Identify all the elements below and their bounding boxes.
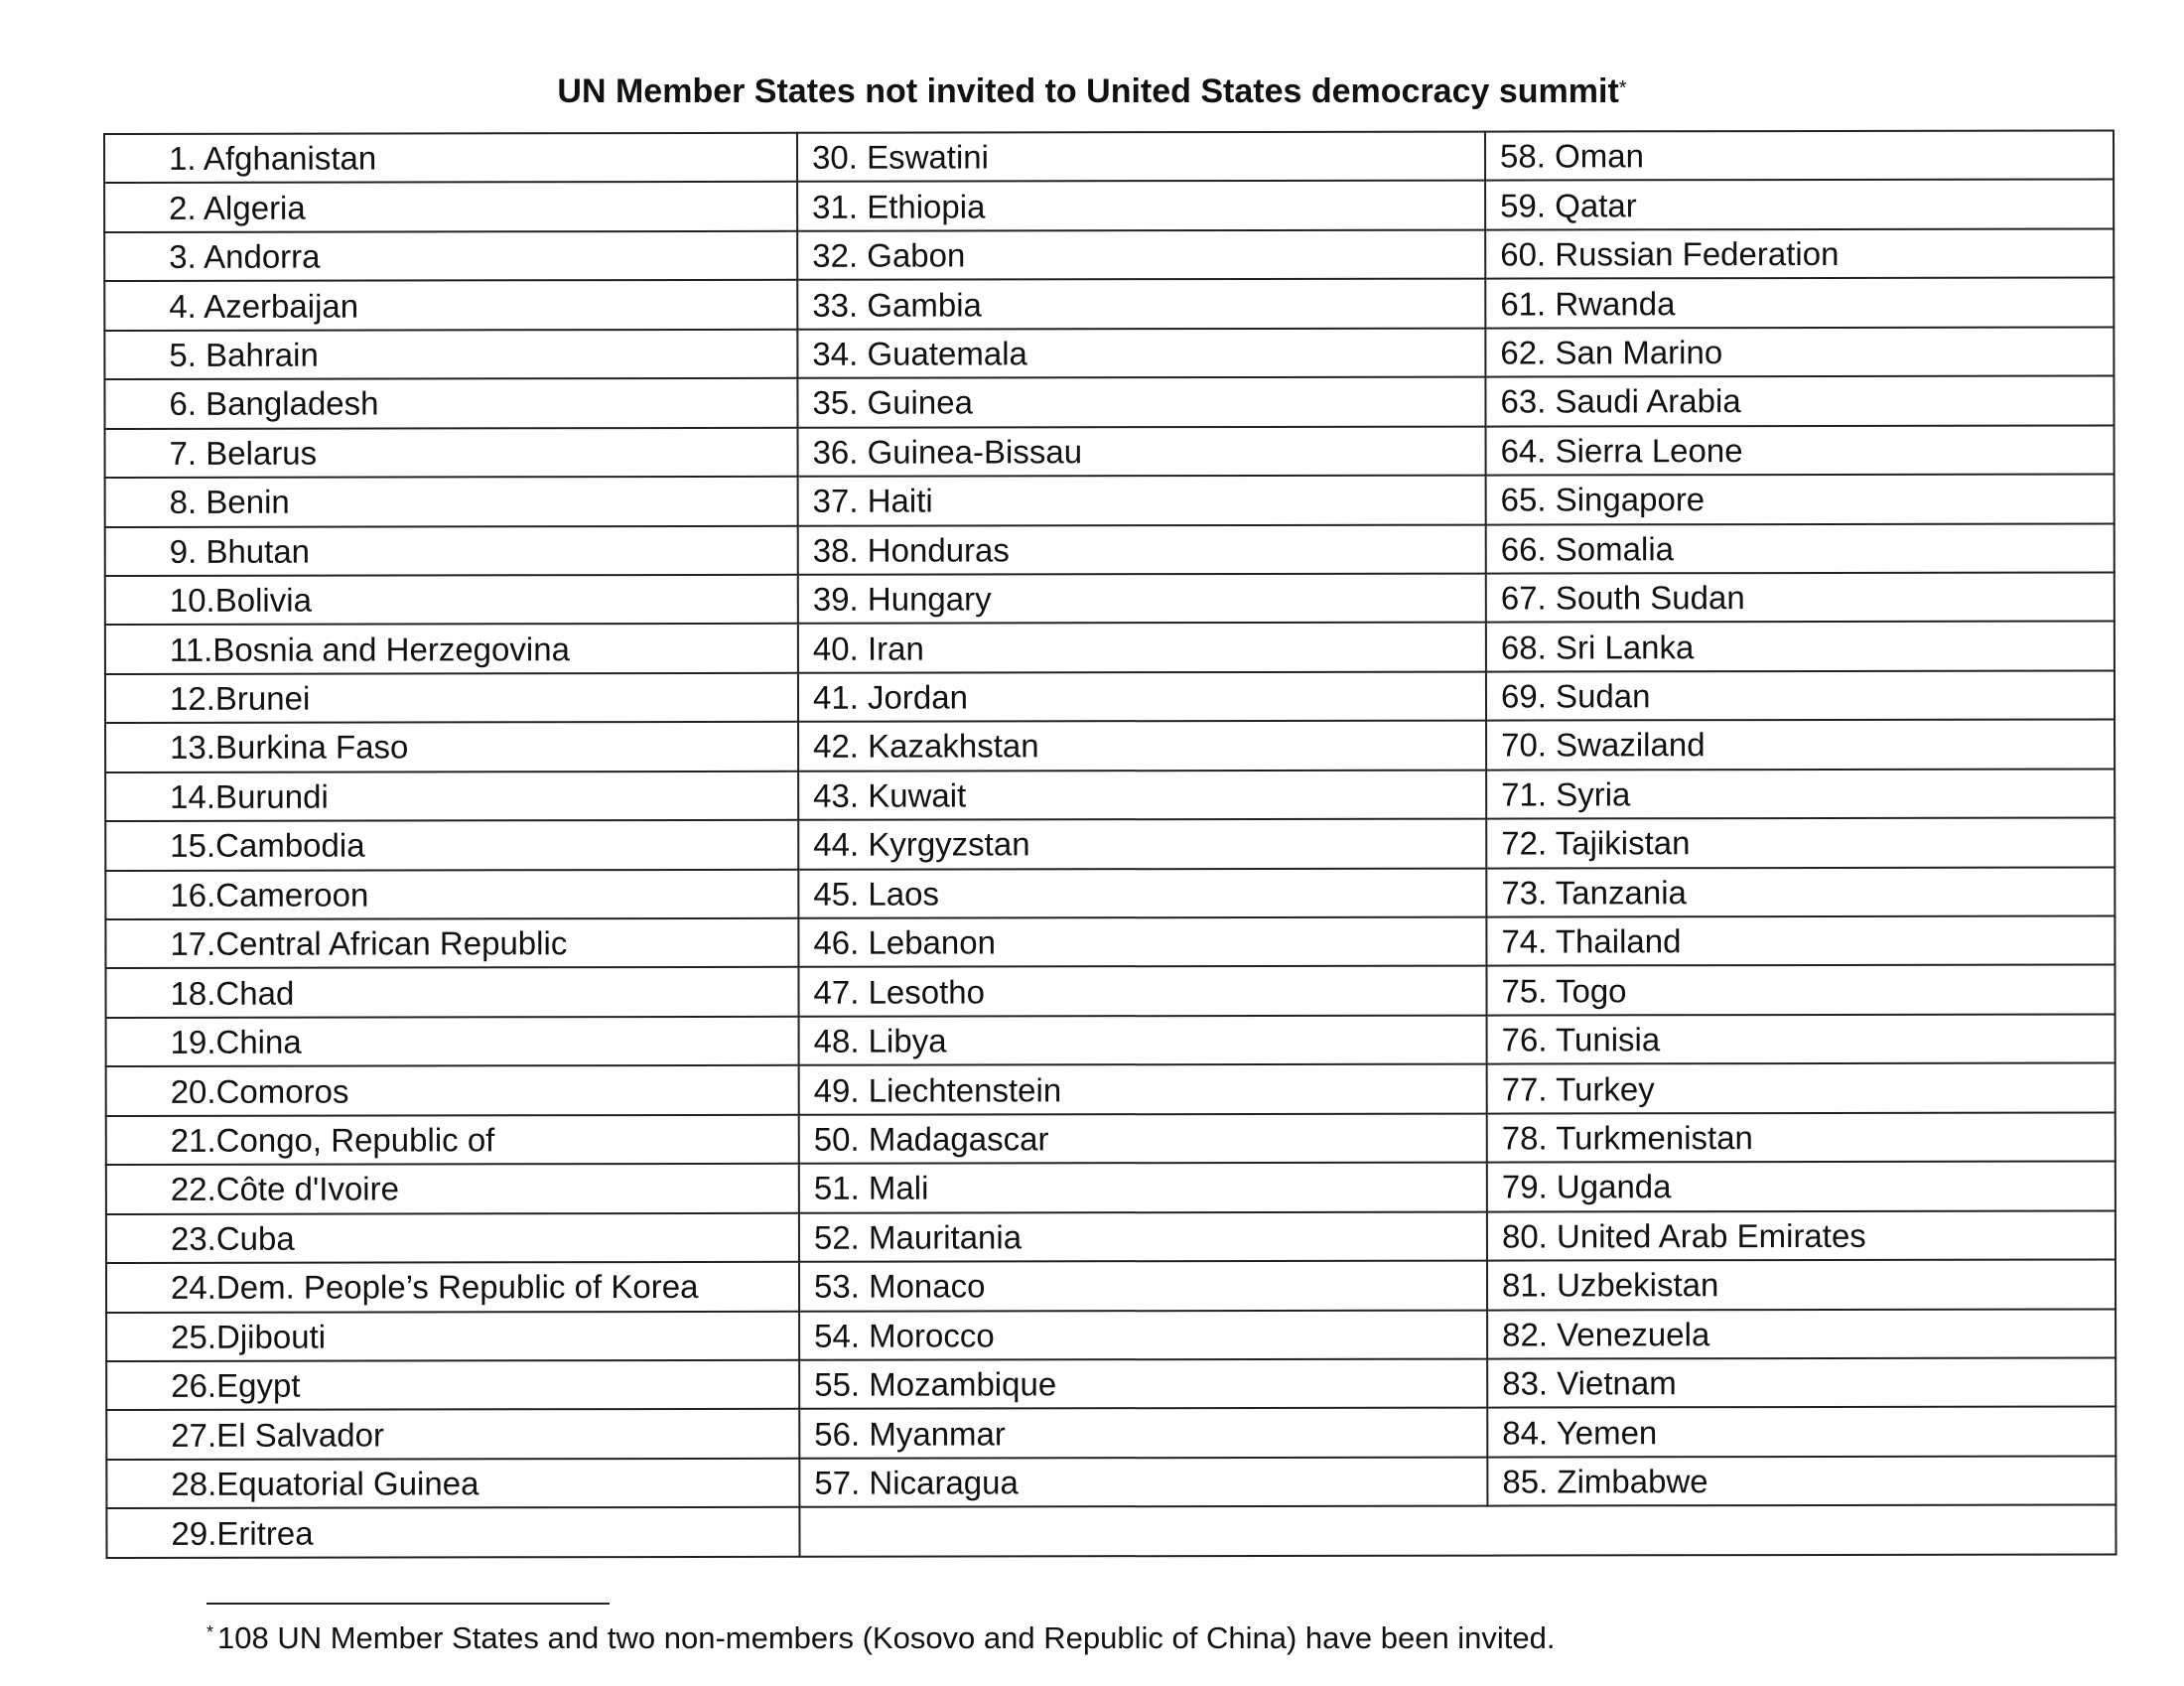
table-row — [105, 769, 2115, 821]
country-cell: 71. Syria — [1486, 769, 2115, 819]
country-cell: 54. Morocco — [799, 1310, 1487, 1360]
country-cell: 70. Swaziland — [1486, 720, 2115, 771]
table-row — [105, 572, 2115, 625]
countries-table-body — [104, 130, 2116, 1558]
country-cell: 34. Guatemala — [797, 328, 1485, 378]
country-cell: 19.China — [106, 1017, 799, 1067]
country-cell: 37. Haiti — [798, 476, 1486, 526]
country-cell: 49. Liechtenstein — [799, 1064, 1487, 1115]
table-row — [106, 1456, 2116, 1508]
country-cell: 42. Kazakhstan — [798, 721, 1486, 772]
country-cell: 67. South Sudan — [1486, 572, 2115, 623]
table-row — [104, 327, 2114, 379]
country-cell: 75. Togo — [1486, 965, 2115, 1016]
country-cell: 22.Côte d'Ivoire — [106, 1164, 799, 1214]
table-row — [105, 475, 2115, 527]
table-row — [105, 965, 2115, 1018]
country-cell: 28.Equatorial Guinea — [106, 1459, 799, 1509]
country-cell: 7. Belarus — [105, 427, 798, 478]
table-row — [106, 1162, 2116, 1214]
table-row — [105, 818, 2115, 871]
country-cell: 61. Rwanda — [1485, 278, 2114, 329]
title-footnote-marker: * — [1618, 77, 1627, 99]
country-cell: 56. Myanmar — [799, 1408, 1487, 1459]
country-cell: 9. Bhutan — [105, 525, 798, 576]
country-cell: 20.Comoros — [106, 1065, 799, 1116]
country-cell: 21.Congo, Republic of — [106, 1115, 799, 1166]
country-cell: 48. Libya — [799, 1015, 1487, 1065]
country-cell: 10.Bolivia — [105, 575, 798, 626]
table-row — [106, 1505, 2116, 1558]
country-cell: 63. Saudi Arabia — [1485, 376, 2114, 427]
country-cell: 38. Honduras — [798, 524, 1486, 575]
country-cell: 31. Ethiopia — [797, 181, 1485, 231]
country-cell: 69. Sudan — [1486, 670, 2115, 721]
table-row — [106, 1112, 2116, 1165]
country-cell: 29.Eritrea — [106, 1507, 799, 1558]
country-cell: 27.El Salvador — [106, 1409, 799, 1460]
table-row — [104, 228, 2114, 281]
country-cell: 12.Brunei — [105, 673, 798, 724]
table-row — [106, 1260, 2116, 1313]
country-cell: 35. Guinea — [797, 377, 1485, 428]
table-row — [105, 867, 2115, 919]
footnote — [206, 1618, 1556, 1662]
table-row — [105, 915, 2115, 968]
country-cell: 78. Turkmenistan — [1487, 1112, 2116, 1163]
country-cell: 15.Cambodia — [105, 820, 798, 871]
country-cell: 3. Andorra — [104, 231, 797, 282]
country-cell: 16.Cameroon — [105, 869, 798, 919]
country-cell: 23.Cuba — [106, 1212, 799, 1263]
country-cell: 40. Iran — [798, 623, 1486, 673]
country-cell: 79. Uganda — [1487, 1162, 2116, 1212]
country-cell: 36. Guinea-Bissau — [798, 426, 1486, 477]
country-cell: 74. Thailand — [1486, 915, 2115, 966]
country-cell: 57. Nicaragua — [799, 1457, 1487, 1507]
country-cell: 82. Venezuela — [1487, 1309, 2116, 1359]
country-cell: 39. Hungary — [798, 574, 1486, 625]
country-cell: 68. Sri Lanka — [1486, 622, 2115, 672]
country-cell: 85. Zimbabwe — [1487, 1456, 2116, 1506]
table-row — [105, 523, 2115, 576]
country-cell: 72. Tajikistan — [1486, 818, 2115, 869]
country-cell: 6. Bangladesh — [104, 378, 797, 429]
country-cell: 47. Lesotho — [798, 966, 1486, 1017]
country-cell: 83. Vietnam — [1487, 1357, 2116, 1408]
table-row — [106, 1357, 2116, 1410]
country-cell: 1. Afghanistan — [104, 133, 797, 184]
country-cell: 30. Eswatini — [797, 132, 1485, 183]
table-row — [105, 670, 2115, 723]
country-cell: 24.Dem. People’s Republic of Korea — [106, 1262, 799, 1313]
country-cell: 2. Algeria — [104, 182, 797, 232]
empty-cell — [799, 1505, 2116, 1557]
country-cell: 50. Madagascar — [799, 1113, 1487, 1164]
country-cell: 52. Mauritania — [799, 1211, 1487, 1262]
table-row — [104, 180, 2114, 232]
country-cell: 45. Laos — [798, 868, 1486, 918]
country-cell: 32. Gabon — [797, 229, 1485, 280]
country-cell: 77. Turkey — [1487, 1063, 2116, 1114]
table-row — [106, 1407, 2116, 1460]
country-cell: 55. Mozambique — [799, 1359, 1487, 1410]
country-cell: 53. Monaco — [799, 1261, 1487, 1312]
table-row — [104, 376, 2114, 429]
country-cell: 84. Yemen — [1487, 1407, 2116, 1458]
table-row — [106, 1309, 2116, 1361]
country-cell: 66. Somalia — [1486, 523, 2115, 574]
country-cell: 64. Sierra Leone — [1486, 425, 2115, 476]
country-cell: 5. Bahrain — [104, 330, 797, 380]
country-cell: 17.Central African Republic — [105, 918, 798, 969]
country-cell: 11.Bosnia and Herzegovina — [105, 624, 798, 674]
country-cell: 26.Egypt — [106, 1360, 799, 1411]
countries-table — [103, 129, 2117, 1559]
footnote-text: 108 UN Member States and two non-members (Kosovo and Republic of China) have been invited. — [217, 1620, 1556, 1655]
country-cell: 14.Burundi — [105, 771, 798, 821]
table-row — [105, 622, 2115, 674]
country-cell: 59. Qatar — [1485, 180, 2114, 230]
table-row — [104, 130, 2114, 183]
country-cell: 33. Gambia — [797, 279, 1485, 330]
country-cell: 46. Lebanon — [798, 917, 1486, 968]
country-cell: 62. San Marino — [1485, 327, 2114, 377]
country-cell: 41. Jordan — [798, 671, 1486, 722]
country-cell: 8. Benin — [105, 477, 798, 527]
country-cell: 18.Chad — [105, 967, 798, 1018]
country-cell: 25.Djibouti — [106, 1311, 799, 1361]
country-cell: 80. United Arab Emirates — [1487, 1210, 2116, 1261]
title-text: UN Member States not invited to United States democracy summit — [557, 72, 1619, 110]
country-cell: 58. Oman — [1485, 130, 2114, 181]
table-row — [106, 1014, 2116, 1066]
table-row — [104, 278, 2114, 331]
country-cell: 76. Tunisia — [1487, 1014, 2116, 1064]
country-cell: 60. Russian Federation — [1485, 228, 2114, 279]
document-title — [0, 70, 2184, 118]
country-cell: 43. Kuwait — [798, 770, 1486, 820]
country-cell: 51. Mali — [799, 1163, 1487, 1213]
country-cell: 65. Singapore — [1486, 475, 2115, 525]
country-cell: 4. Azerbaijan — [104, 280, 797, 331]
table-row — [106, 1210, 2116, 1263]
footnote-divider — [206, 1603, 610, 1605]
table-row — [105, 425, 2115, 478]
table-row — [106, 1063, 2116, 1116]
footnote-marker: * — [206, 1622, 214, 1642]
table-row — [105, 720, 2115, 773]
country-cell: 13.Burkina Faso — [105, 722, 798, 773]
country-cell: 81. Uzbekistan — [1487, 1260, 2116, 1311]
country-cell: 44. Kyrgyzstan — [798, 819, 1486, 870]
country-cell: 73. Tanzania — [1486, 867, 2115, 917]
